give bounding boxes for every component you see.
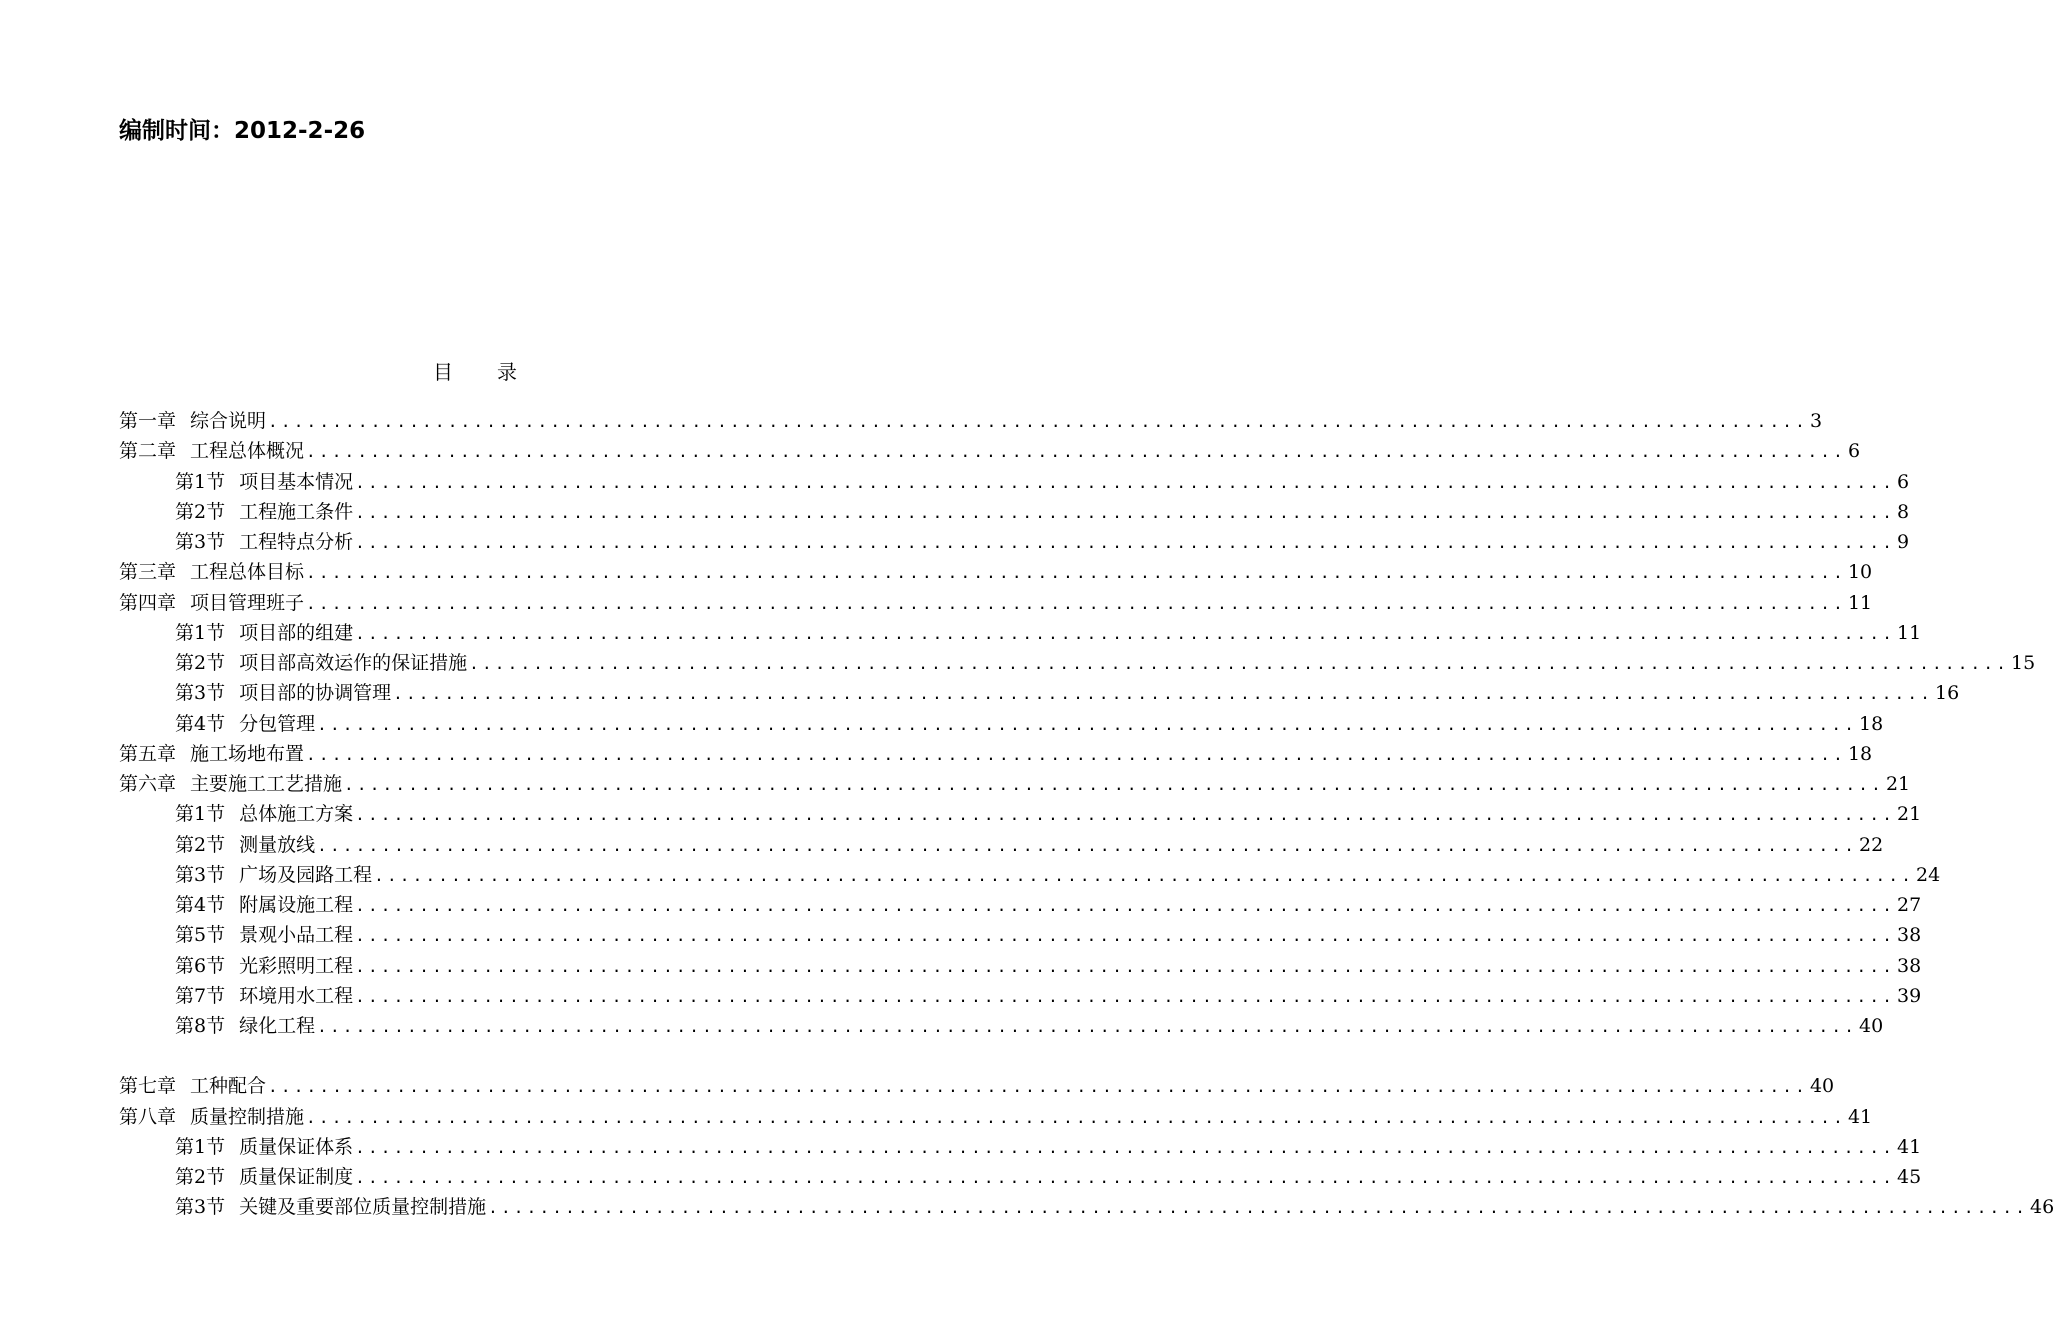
- toc-section-entry[interactable]: [119, 799, 1922, 829]
- toc-entry-title: 绿化工程: [239, 1015, 316, 1037]
- toc-entry-title: 综合说明: [190, 410, 267, 432]
- toc-entry-title: 项目基本情况: [239, 470, 354, 493]
- toc-entry-title: 施工场地布置: [190, 742, 305, 765]
- toc-entry-number: 第四章: [119, 591, 177, 614]
- toc-dot-leader: ........................................................................................................................: [355, 926, 1896, 946]
- toc-entry-title: 工程施工条件: [239, 500, 354, 523]
- toc-section-entry[interactable]: [119, 830, 1884, 860]
- toc-entry-title: 测量放线: [239, 833, 316, 856]
- toc-dot-leader: ........................................................................................................................: [355, 472, 1896, 492]
- toc-entry-number: 第5节: [175, 924, 226, 947]
- toc-page-number: 21: [1885, 773, 1911, 795]
- toc-section-entry[interactable]: [119, 497, 1910, 527]
- toc-page-number: 38: [1897, 954, 1922, 977]
- toc-dot-leader: ........................................................................................................................: [355, 533, 1896, 552]
- toc-section-entry[interactable]: [119, 618, 1922, 648]
- toc-entry-number: 第3节: [175, 531, 226, 553]
- toc-page-number: 38: [1897, 924, 1922, 947]
- toc-section-entry[interactable]: [119, 1132, 1922, 1162]
- toc-chapter-entry[interactable]: [119, 1102, 1873, 1132]
- toc-entry-number: 第三章: [119, 561, 177, 584]
- toc-entry-number: 第1节: [175, 1135, 226, 1158]
- toc-entry-title: 项目部的组建: [239, 621, 354, 644]
- toc-entry-number: 第1节: [175, 803, 226, 826]
- toc-page-number: 8: [1897, 500, 1910, 523]
- compile-date: 编制时间：2012-2-26: [119, 118, 366, 144]
- toc-section-entry[interactable]: [119, 709, 1884, 739]
- toc-dot-leader: ........................................................................................................................: [355, 896, 1896, 915]
- toc-page-number: 16: [1935, 682, 1960, 705]
- toc-entry-number: 第二章: [119, 440, 177, 463]
- toc-page-number: 40: [1809, 1075, 1835, 1098]
- toc-entry-title: 工程总体目标: [190, 561, 305, 584]
- toc-page-number: 46: [2030, 1196, 2054, 1219]
- toc-section-entry[interactable]: [119, 920, 1922, 950]
- toc-chapter-entry[interactable]: [119, 769, 1911, 799]
- toc-entry-number: 第六章: [119, 773, 177, 795]
- toc-entry-number: 第6节: [175, 954, 226, 977]
- toc-dot-leader: ........................................................................................................................: [488, 1198, 2029, 1218]
- toc-title: 目录: [433, 360, 561, 384]
- toc-entry-title: 项目部的协调管理: [239, 682, 392, 705]
- toc-dot-leader: ........................................................................................................................: [393, 684, 1934, 704]
- toc-section-entry[interactable]: [119, 981, 1922, 1011]
- toc-entry-number: 第2节: [175, 652, 226, 674]
- toc-dot-leader: ........................................................................................................................: [306, 442, 1846, 462]
- toc-dot-leader: ........................................................................................................................: [268, 412, 1808, 431]
- toc-entry-number: 第七章: [119, 1075, 177, 1098]
- toc-dot-leader: ........................................................................................................................: [317, 835, 1858, 855]
- toc-page-number: 40: [1859, 1015, 1884, 1037]
- toc-page-number: 41: [1847, 1105, 1873, 1128]
- toc-section-entry[interactable]: [119, 1011, 1884, 1041]
- toc-page-number: 41: [1897, 1135, 1922, 1158]
- toc-section-entry[interactable]: [119, 527, 1910, 557]
- toc-page-number: 15: [2011, 652, 2036, 674]
- toc-dot-leader: ........................................................................................................................: [268, 1077, 1808, 1097]
- toc-section-entry[interactable]: [119, 648, 2036, 678]
- table-of-contents: [119, 406, 2054, 1223]
- toc-chapter-entry[interactable]: [119, 1071, 1835, 1101]
- toc-chapter-entry[interactable]: [119, 557, 1873, 587]
- toc-entry-title: 项目管理班子: [190, 591, 305, 614]
- toc-entry-number: 第2节: [175, 500, 226, 523]
- toc-page-number: 11: [1897, 621, 1922, 644]
- toc-page-number: 3: [1809, 410, 1823, 432]
- toc-dot-leader: ........................................................................................................................: [317, 1017, 1858, 1036]
- toc-dot-leader: ........................................................................................................................: [374, 865, 1915, 885]
- toc-entry-title: 工程特点分析: [239, 531, 354, 553]
- toc-entry-number: 第1节: [175, 621, 226, 644]
- toc-dot-leader: ........................................................................................................................: [355, 986, 1896, 1006]
- toc-entry-title: 项目部高效运作的保证措施: [239, 652, 468, 674]
- toc-dot-leader: ........................................................................................................................: [344, 775, 1884, 794]
- toc-entry-number: 第4节: [175, 712, 226, 735]
- toc-entry-number: 第一章: [119, 410, 177, 432]
- toc-entry-title: 光彩照明工程: [239, 954, 354, 977]
- toc-chapter-entry[interactable]: [119, 406, 1823, 436]
- toc-entry-title: 环境用水工程: [239, 984, 354, 1007]
- toc-page-number: 6: [1847, 440, 1861, 463]
- toc-page-number: 6: [1897, 470, 1910, 493]
- toc-entry-title: 附属设施工程: [239, 894, 354, 916]
- toc-dot-leader: ........................................................................................................................: [306, 563, 1846, 583]
- toc-entry-number: 第2节: [175, 1166, 226, 1188]
- toc-page-number: 10: [1847, 561, 1873, 584]
- toc-chapter-entry[interactable]: [119, 436, 1861, 466]
- toc-dot-leader: ........................................................................................................................: [355, 502, 1896, 522]
- toc-page-number: 45: [1897, 1166, 1922, 1188]
- toc-entry-number: 第4节: [175, 894, 226, 916]
- toc-dot-leader: ........................................................................................................................: [355, 805, 1896, 825]
- toc-page-number: 21: [1897, 803, 1922, 826]
- toc-entry-number: 第2节: [175, 833, 226, 856]
- toc-dot-leader: ........................................................................................................................: [355, 956, 1896, 976]
- toc-chapter-entry[interactable]: [119, 739, 1873, 769]
- toc-entry-title: 关键及重要部位质量控制措施: [239, 1196, 487, 1219]
- toc-page-number: 11: [1847, 591, 1873, 614]
- toc-entry-title: 工种配合: [190, 1075, 267, 1098]
- toc-dot-leader: ........................................................................................................................: [306, 1107, 1846, 1127]
- toc-dot-leader: ........................................................................................................................: [306, 744, 1846, 764]
- toc-section-entry[interactable]: [119, 951, 1922, 981]
- toc-section-entry[interactable]: [119, 860, 1941, 890]
- toc-page-number: 27: [1897, 894, 1922, 916]
- toc-dot-leader: ........................................................................................................................: [355, 1137, 1896, 1157]
- toc-dot-leader: ........................................................................................................................: [317, 714, 1858, 734]
- toc-page-number: 22: [1859, 833, 1884, 856]
- toc-entry-number: 第3节: [175, 682, 226, 705]
- toc-entry-title: 景观小品工程: [239, 924, 354, 947]
- toc-entry-number: 第1节: [175, 470, 226, 493]
- toc-entry-number: 第3节: [175, 1196, 226, 1219]
- toc-chapter-entry[interactable]: [119, 588, 1873, 618]
- toc-entry-number: 第8节: [175, 1015, 226, 1037]
- toc-dot-leader: ........................................................................................................................: [469, 654, 2010, 673]
- toc-section-entry[interactable]: [119, 1192, 2054, 1222]
- toc-entry-number: 第八章: [119, 1105, 177, 1128]
- toc-entry-title: 广场及园路工程: [239, 863, 373, 886]
- toc-section-entry[interactable]: [119, 890, 1922, 920]
- toc-entry-title: 主要施工工艺措施: [190, 773, 343, 795]
- toc-page-number: 24: [1916, 863, 1941, 886]
- toc-section-entry[interactable]: [119, 1162, 1922, 1192]
- toc-dot-leader: ........................................................................................................................: [306, 593, 1846, 613]
- toc-entry-title: 总体施工方案: [239, 803, 354, 826]
- toc-entry-title: 分包管理: [239, 712, 316, 735]
- toc-entry-number: 第3节: [175, 863, 226, 886]
- toc-entry-number: 第7节: [175, 984, 226, 1007]
- toc-entry-number: 第五章: [119, 742, 177, 765]
- toc-page-number: 9: [1897, 531, 1910, 553]
- toc-entry-title: 质量控制措施: [190, 1105, 305, 1128]
- toc-entry-title: 质量保证制度: [239, 1166, 354, 1188]
- toc-dot-leader: ........................................................................................................................: [355, 623, 1896, 643]
- toc-dot-leader: ........................................................................................................................: [355, 1168, 1896, 1187]
- toc-entry-title: 质量保证体系: [239, 1135, 354, 1158]
- toc-page-number: 39: [1897, 984, 1922, 1007]
- toc-page-number: 18: [1847, 742, 1873, 765]
- toc-entry-title: 工程总体概况: [190, 440, 305, 463]
- toc-page-number: 18: [1859, 712, 1884, 735]
- toc-section-entry[interactable]: [119, 678, 1960, 708]
- toc-section-entry[interactable]: [119, 467, 1910, 497]
